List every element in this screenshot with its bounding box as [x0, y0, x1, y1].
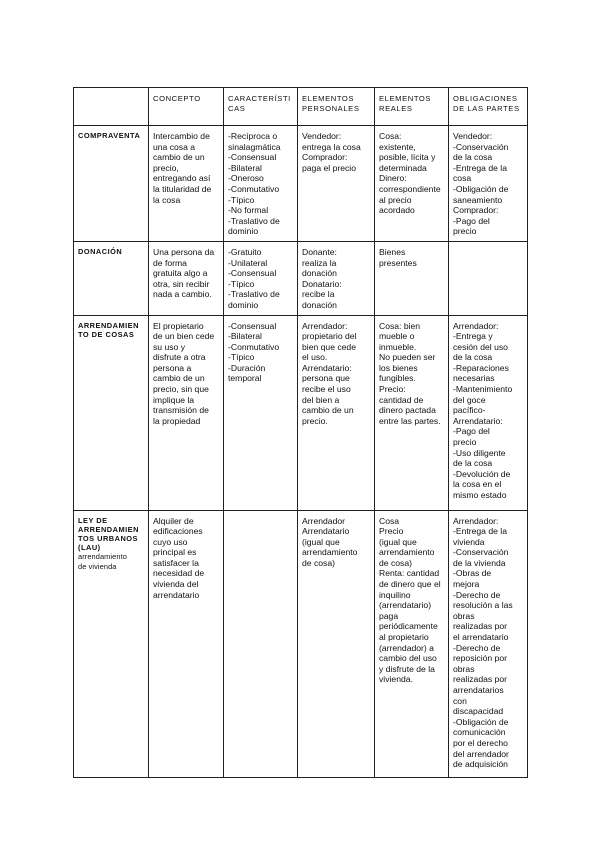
table-row	[74, 126, 528, 242]
cell-line: Arrendador	[302, 515, 345, 526]
cell-line: -Uso diligente	[453, 447, 506, 458]
cell-line: persona a	[153, 362, 192, 373]
cell-line: obras	[453, 610, 475, 621]
cell-line: LEY DE	[78, 515, 108, 525]
cell-line: Cosa	[379, 515, 400, 526]
cell-line: -Típico	[228, 352, 255, 363]
cell-elementos-personales	[298, 315, 375, 510]
cell-line: Bienes	[379, 246, 406, 257]
cell-caracteristicas	[224, 315, 298, 510]
cell-elementos-personales	[298, 241, 375, 315]
cell-line: Arrendador:	[302, 320, 348, 331]
cell-line: Vendedor:	[302, 131, 342, 141]
cell-line: -Consensual	[228, 320, 277, 331]
cell-line: ELEMENTOS	[379, 94, 432, 103]
cell-line: edificaciones	[153, 526, 203, 537]
cell-line: del bien a	[302, 394, 340, 405]
cell-line: satisfacer la	[153, 557, 199, 568]
cell-line: la titularidad de	[153, 183, 212, 194]
cell-line: cambio del uso	[379, 653, 437, 664]
cell-line: saneamiento	[453, 194, 503, 205]
row-label	[74, 126, 149, 242]
cell-line: Arrendador:	[453, 515, 499, 526]
row-sublabel-line: arrendamiento	[78, 552, 127, 562]
cell-line: -Traslativo de	[228, 289, 280, 300]
cell-line: Alquiler de	[153, 515, 194, 526]
cell-line: realizadas por	[453, 674, 507, 685]
cell-line: mejora	[453, 579, 480, 590]
cell-line: -Conmutativo	[228, 341, 280, 352]
header-concepto	[149, 88, 224, 126]
cell-line: comunicación	[453, 727, 506, 738]
cell-line: Cosa:	[379, 131, 402, 141]
cell-line: de la cosa	[453, 458, 493, 469]
cell-line: fungibles.	[379, 373, 416, 384]
cell-line: precio	[453, 437, 477, 448]
cell-line: al propietario	[379, 632, 429, 643]
cell-line: otra, sin recibir	[153, 278, 210, 289]
cell-line: (LAU)	[78, 543, 101, 553]
cell-line: -Pago del	[453, 426, 490, 437]
cell-line: de cosa)	[302, 557, 335, 568]
cell-line: pacífico-	[453, 405, 486, 416]
cell-line: Comprador:	[453, 205, 499, 216]
cell-line: cambio de un	[153, 373, 205, 384]
cell-elementos-personales	[298, 510, 375, 777]
cell-elementos-reales	[375, 241, 449, 315]
cell-line: ARRENDAMIEN	[78, 320, 139, 330]
cell-line: Arrendador:	[453, 320, 499, 331]
cell-line: disfrute a otra	[153, 352, 206, 363]
cell-line: arrendatarios	[453, 685, 504, 695]
cell-line: -Entrega de la	[453, 162, 507, 173]
cell-line: resolución a las	[453, 600, 513, 611]
cell-line: arrendamiento	[302, 547, 358, 558]
cell-line: -Traslativo de	[228, 215, 280, 226]
cell-line: al precio	[379, 194, 412, 205]
cell-line: necesarias	[453, 373, 495, 384]
cell-line: -Derecho de	[453, 589, 501, 600]
cell-concepto	[149, 126, 224, 242]
cell-line: y disfrute de la	[379, 663, 435, 674]
cell-line: con	[453, 695, 467, 706]
cell-line: -Consensual	[228, 152, 277, 163]
cell-line: -Típico	[228, 194, 255, 205]
cell-caracteristicas	[224, 510, 298, 777]
table-row	[74, 510, 528, 777]
cell-line: nada a cambio.	[153, 289, 212, 300]
cell-line: el uso.	[302, 352, 328, 363]
cell-caracteristicas	[224, 241, 298, 315]
cell-line: vivienda del	[153, 579, 199, 590]
cell-line: -Bilateral	[228, 331, 262, 342]
cell-line: existente,	[379, 141, 416, 152]
cell-line: obras	[453, 663, 475, 674]
header-obligaciones	[449, 88, 528, 126]
cell-line: -Bilateral	[228, 162, 262, 173]
cell-line: una cosa a	[153, 141, 196, 152]
cell-line: necesidad de	[153, 568, 205, 579]
cell-line: de dinero que el	[379, 579, 441, 590]
cell-line: acordado	[379, 205, 415, 216]
cell-line: -Recíproca o	[228, 131, 278, 141]
cell-line: cambio de un	[153, 152, 205, 163]
cell-line: -Entrega de la	[453, 526, 507, 537]
cell-line: -Entrega y	[453, 331, 493, 342]
row-label	[74, 510, 149, 777]
cell-line: discapacidad	[453, 706, 504, 717]
cell-line: realiza la	[302, 257, 337, 268]
cell-line: de la cosa	[453, 152, 493, 163]
header-row	[74, 88, 528, 126]
cell-line: cosa	[453, 173, 472, 184]
cell-line: ARRENDAMIEN	[78, 524, 139, 534]
row-label	[74, 315, 149, 510]
cell-line: Dinero:	[379, 173, 407, 184]
cell-line: OBLIGACIONES	[453, 94, 518, 103]
cell-line: DONACIÓN	[78, 246, 123, 256]
cell-elementos-reales	[375, 315, 449, 510]
cell-line: -Unilateral	[228, 257, 268, 268]
cell-concepto	[149, 315, 224, 510]
cell-line: -Gratuito	[228, 246, 262, 257]
cell-line: -Consensual	[228, 268, 277, 279]
cell-line: -Obras de	[453, 568, 492, 579]
cell-line: Una persona da	[153, 246, 215, 257]
cell-elementos-reales	[375, 510, 449, 777]
cell-line: -No formal	[228, 205, 269, 216]
cell-line: la cosa en el	[453, 479, 502, 490]
cell-line: transmisión de	[153, 405, 209, 416]
cell-obligaciones	[449, 510, 528, 777]
cell-line: Intercambio de	[153, 131, 210, 141]
table-row	[74, 241, 528, 315]
cell-line: -Reparaciones	[453, 362, 509, 373]
cell-line: No pueden ser	[379, 352, 436, 363]
cell-line: precio	[453, 226, 477, 237]
cell-line: mueble o	[379, 331, 415, 342]
cell-line: vivienda	[453, 536, 485, 547]
cell-line: de forma	[153, 257, 187, 268]
cell-line: dominio	[228, 299, 259, 310]
cell-line: Arrendatario	[302, 526, 350, 537]
cell-line: -Conservación	[453, 547, 509, 558]
cell-line: (igual que	[302, 536, 340, 547]
cell-line: propietario del	[302, 331, 357, 342]
cell-line: la propiedad	[153, 415, 201, 426]
cell-line: de adquisición	[453, 759, 508, 770]
cell-concepto	[149, 241, 224, 315]
cell-line: presentes	[379, 257, 417, 268]
cell-line: gratuita algo a	[153, 268, 208, 279]
cell-line: precio, sin que	[153, 384, 209, 395]
cell-line: Renta: cantidad	[379, 568, 440, 579]
cell-line: Cosa: bien	[379, 320, 421, 331]
cell-line: por el derecho	[453, 737, 508, 748]
cell-line: su uso y	[153, 341, 186, 352]
cell-line: principal es	[153, 547, 197, 558]
cell-line: arrendatario	[153, 589, 200, 600]
cell-line: arrendamiento	[379, 547, 435, 558]
cell-obligaciones	[449, 241, 528, 315]
cell-line: -Obligación de	[453, 183, 509, 194]
cell-line: Donante:	[302, 246, 337, 257]
cell-concepto	[149, 510, 224, 777]
cell-line: de la cosa	[453, 352, 493, 363]
cell-line: periódicamente	[379, 621, 438, 632]
cell-line: persona que	[302, 373, 350, 384]
cell-line: CARACTERÍSTI	[228, 94, 291, 103]
cell-line: el arrendatario	[453, 632, 509, 643]
cell-line: Precio:	[379, 384, 406, 395]
cell-line: entregando así	[153, 173, 211, 184]
cell-caracteristicas	[224, 126, 298, 242]
cell-line: dinero pactada	[379, 405, 436, 416]
cell-line: recibe el uso	[302, 384, 351, 395]
cell-line: Vendedor:	[453, 131, 493, 141]
cell-line: implique la	[153, 394, 195, 405]
cell-line: los bienes	[379, 362, 418, 373]
row-label	[74, 241, 149, 315]
cell-line: -Conmutativo	[228, 183, 280, 194]
cell-line: -Mantenimiento	[453, 384, 513, 395]
cell-line: Comprador:	[302, 152, 348, 163]
cell-line: -Típico	[228, 278, 255, 289]
cell-line: cambio de un	[302, 405, 354, 416]
cell-line: cuyo uso	[153, 536, 188, 547]
cell-line: -Oneroso	[228, 173, 264, 184]
cell-line: Arrendatario:	[302, 362, 352, 373]
cell-line: donación	[302, 299, 337, 310]
cell-line: precio.	[302, 415, 328, 426]
cell-line: de cosa)	[379, 557, 412, 568]
cell-line: inquilino	[379, 589, 411, 600]
cell-line: COMPRAVENTA	[78, 131, 141, 140]
cell-line: -Pago del	[453, 215, 490, 226]
cell-line: bien que cede	[302, 341, 356, 352]
header-empty	[74, 88, 149, 126]
cell-line: inmueble.	[379, 341, 417, 352]
cell-line: (arrendador) a	[379, 642, 434, 653]
cell-line: -Obligación de	[453, 716, 509, 727]
cell-line: Precio	[379, 526, 404, 537]
cell-line: del arrendador	[453, 748, 509, 759]
cell-line: DE LAS PARTES	[453, 103, 520, 113]
cell-line: correspondiente	[379, 183, 441, 194]
cell-line: (igual que	[379, 536, 417, 547]
cell-line: donación	[302, 268, 337, 279]
cell-line: REALES	[379, 103, 413, 113]
header-elementos-personales	[298, 88, 375, 126]
cell-line: entrega la cosa	[302, 141, 361, 152]
cell-line: determinada	[379, 162, 427, 173]
cell-line: la cosa	[153, 194, 181, 205]
cell-line: precio,	[153, 162, 179, 173]
cell-line: posible, lícita y	[379, 152, 436, 163]
cell-line: del goce	[453, 394, 486, 405]
cell-line: -Derecho de	[453, 642, 501, 653]
cell-line: vivienda.	[379, 674, 413, 685]
cell-line: ELEMENTOS	[302, 94, 355, 103]
cell-line: -Conservación	[453, 141, 509, 152]
cell-line: TOS URBANOS	[78, 533, 138, 543]
table-row	[74, 315, 528, 510]
cell-line: paga	[379, 610, 399, 621]
cell-line: PERSONALES	[302, 103, 360, 113]
cell-line: cantidad de	[379, 394, 424, 405]
cell-line: dominio	[228, 226, 259, 237]
cell-line: mismo estado	[453, 490, 507, 500]
header-caracteristicas	[224, 88, 298, 126]
cell-line: cesión del uso	[453, 341, 508, 352]
cell-line: CONCEPTO	[153, 94, 201, 103]
cell-line: reposición por	[453, 653, 507, 664]
cell-line: sinalagmática	[228, 141, 281, 152]
contracts-comparison-table	[73, 87, 528, 778]
cell-line: paga el precio	[302, 162, 356, 173]
cell-line: entre las partes.	[379, 415, 441, 426]
cell-line: Donatario:	[302, 278, 342, 289]
cell-elementos-personales	[298, 126, 375, 242]
cell-line: CAS	[228, 103, 246, 113]
cell-line: -Devolución de	[453, 468, 511, 479]
cell-elementos-reales	[375, 126, 449, 242]
cell-line: realizadas por	[453, 621, 507, 632]
cell-line: de un bien cede	[153, 331, 215, 342]
cell-line: -Duración	[228, 362, 266, 373]
cell-obligaciones	[449, 315, 528, 510]
cell-line: TO DE COSAS	[78, 329, 135, 339]
cell-line: Arrendatario:	[453, 415, 503, 426]
cell-obligaciones	[449, 126, 528, 242]
cell-line: El propietario	[153, 320, 204, 331]
cell-line: temporal	[228, 373, 262, 384]
header-elementos-reales	[375, 88, 449, 126]
row-sublabel-line: de vivienda	[78, 561, 117, 571]
cell-line: (arrendatario)	[379, 600, 432, 611]
cell-line: de la vivienda	[453, 557, 506, 568]
cell-line: recibe la	[302, 289, 335, 300]
